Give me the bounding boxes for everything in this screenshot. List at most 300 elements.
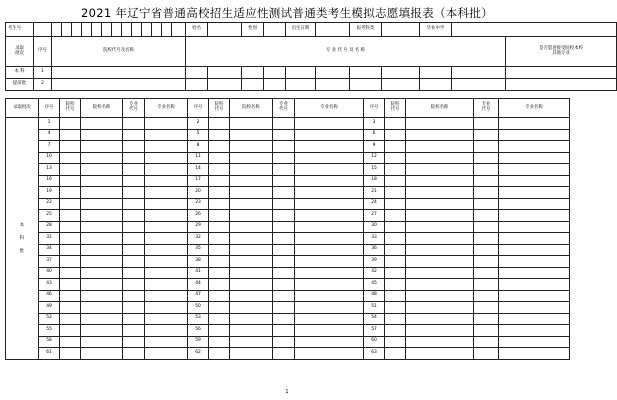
major-code-cell[interactable] [474, 279, 499, 291]
college-code-cell[interactable] [60, 210, 81, 222]
major-name-cell[interactable] [499, 244, 570, 256]
major-code-cell[interactable] [123, 348, 145, 360]
college-code-cell[interactable] [385, 290, 406, 302]
college-code-cell[interactable] [209, 152, 230, 164]
major-name-cell[interactable] [145, 187, 188, 199]
major-name-cell[interactable] [499, 233, 570, 245]
exam-subject-field[interactable] [382, 23, 420, 37]
major-entry[interactable] [420, 79, 452, 91]
major-name-cell[interactable] [499, 141, 570, 153]
college-name-cell[interactable] [230, 141, 273, 153]
major-entry[interactable] [350, 79, 382, 91]
college-entry[interactable] [52, 67, 186, 79]
college-code-cell[interactable] [385, 175, 406, 187]
major-name-cell[interactable] [145, 244, 188, 256]
major-name-cell[interactable] [145, 164, 188, 176]
college-name-cell[interactable] [406, 118, 474, 130]
major-code-cell[interactable] [123, 221, 145, 233]
college-code-cell[interactable] [60, 164, 81, 176]
graduate-school-field[interactable] [452, 23, 617, 37]
major-name-cell[interactable] [145, 290, 188, 302]
major-code-cell[interactable] [123, 290, 145, 302]
college-code-cell[interactable] [60, 233, 81, 245]
major-code-cell[interactable] [474, 118, 499, 130]
adjust-label-line1: 是否愿意接受院校本校 [539, 45, 583, 51]
college-name-cell[interactable] [230, 244, 273, 256]
major-entry[interactable] [382, 79, 420, 91]
college-name-cell[interactable] [230, 302, 273, 314]
major-entry[interactable] [242, 79, 264, 91]
table-row [6, 325, 570, 337]
major-entry[interactable] [452, 67, 506, 79]
college-code-cell[interactable] [60, 279, 81, 291]
exam-number-cell[interactable] [112, 23, 122, 37]
major-name-cell[interactable] [145, 210, 188, 222]
major-entry[interactable] [264, 67, 286, 79]
college-code-cell[interactable] [60, 244, 81, 256]
major-name-cell[interactable] [295, 348, 364, 360]
exam-number-cell[interactable] [122, 23, 132, 37]
college-name-cell[interactable] [230, 210, 273, 222]
college-code-cell[interactable] [385, 210, 406, 222]
major-code-cell[interactable] [474, 141, 499, 153]
college-code-cell[interactable] [60, 187, 81, 199]
major-name-cell[interactable] [145, 336, 188, 348]
college-code-cell[interactable] [60, 302, 81, 314]
college-code-cell[interactable] [209, 325, 230, 337]
college-code-cell[interactable] [385, 244, 406, 256]
major-code-cell[interactable] [123, 118, 145, 130]
college-name-cell[interactable] [230, 279, 273, 291]
college-name-cell[interactable] [406, 233, 474, 245]
major-code-cell[interactable] [273, 313, 295, 325]
college-name-cell[interactable] [406, 210, 474, 222]
major-code-cell[interactable] [123, 256, 145, 268]
major-code-cell[interactable] [474, 187, 499, 199]
major-name-cell[interactable] [295, 141, 364, 153]
college-name-cell[interactable] [81, 118, 123, 130]
major-code-cell[interactable] [474, 129, 499, 141]
major-code-cell[interactable] [474, 164, 499, 176]
major-name-cell[interactable] [295, 175, 364, 187]
major-entry[interactable] [452, 79, 506, 91]
college-code-cell[interactable] [60, 141, 81, 153]
college-name-cell[interactable] [230, 164, 273, 176]
college-code-cell[interactable] [209, 302, 230, 314]
major-name-cell[interactable] [145, 279, 188, 291]
row-seq: 8 [188, 141, 209, 153]
major-code-cell[interactable] [474, 256, 499, 268]
name-field[interactable] [208, 23, 242, 37]
college-code-cell[interactable] [60, 221, 81, 233]
college-name-cell[interactable] [230, 175, 273, 187]
college-name-cell[interactable] [406, 290, 474, 302]
table-row [6, 198, 570, 210]
major-name-cell[interactable] [145, 302, 188, 314]
college-name-cell[interactable] [406, 175, 474, 187]
major-name-cell[interactable] [145, 141, 188, 153]
major-code-cell[interactable] [273, 175, 295, 187]
college-code-cell[interactable] [385, 325, 406, 337]
college-code-cell[interactable] [385, 256, 406, 268]
major-name-cell[interactable] [499, 198, 570, 210]
birth-date-field[interactable] [316, 23, 350, 37]
major-entry[interactable] [316, 67, 350, 79]
major-name-cell[interactable] [499, 336, 570, 348]
college-code-cell[interactable] [385, 279, 406, 291]
major-code-cell[interactable] [123, 233, 145, 245]
major-code-cell[interactable] [474, 152, 499, 164]
college-code-cell[interactable] [60, 325, 81, 337]
college-code-cell[interactable] [209, 198, 230, 210]
major-code-cell[interactable] [273, 221, 295, 233]
major-name-cell[interactable] [145, 233, 188, 245]
major-name-cell[interactable] [295, 267, 364, 279]
college-name-cell[interactable] [230, 233, 273, 245]
college-code-cell[interactable] [209, 164, 230, 176]
college-name-cell[interactable] [81, 348, 123, 360]
college-name-cell[interactable] [81, 221, 123, 233]
major-code-cell[interactable] [123, 210, 145, 222]
exam-number-cell[interactable] [102, 23, 112, 37]
college-name-cell[interactable] [81, 175, 123, 187]
major-code-cell[interactable] [123, 267, 145, 279]
college-name-cell[interactable] [81, 210, 123, 222]
college-name-cell[interactable] [81, 198, 123, 210]
major-entry[interactable] [186, 79, 208, 91]
major-name-cell[interactable] [145, 118, 188, 130]
college-name-cell[interactable] [406, 302, 474, 314]
college-code-cell[interactable] [209, 118, 230, 130]
college-code-cell[interactable] [60, 313, 81, 325]
college-name-cell[interactable] [230, 129, 273, 141]
major-name-cell[interactable] [145, 313, 188, 325]
college-name-cell[interactable] [81, 290, 123, 302]
major-name-cell[interactable] [499, 118, 570, 130]
college-name-cell[interactable] [230, 221, 273, 233]
major-entry[interactable] [382, 67, 420, 79]
exam-number-cell[interactable] [152, 23, 162, 37]
major-code-cell[interactable] [123, 325, 145, 337]
college-code-cell[interactable] [209, 141, 230, 153]
college-code-cell[interactable] [60, 256, 81, 268]
major-entry[interactable] [286, 79, 316, 91]
major-entry[interactable] [420, 67, 452, 79]
major-name-cell[interactable] [499, 279, 570, 291]
major-code-cell[interactable] [273, 187, 295, 199]
major-name-cell[interactable] [499, 325, 570, 337]
college-name-cell[interactable] [81, 129, 123, 141]
college-code-cell[interactable] [60, 348, 81, 360]
college-name-cell[interactable] [406, 198, 474, 210]
major-code-cell[interactable] [123, 198, 145, 210]
college-code-cell[interactable] [209, 221, 230, 233]
major-code-cell[interactable] [474, 233, 499, 245]
college-name-cell[interactable] [406, 221, 474, 233]
college-code-cell[interactable] [209, 210, 230, 222]
college-code-cell[interactable] [385, 129, 406, 141]
exam-number-cell[interactable] [62, 23, 72, 37]
college-name-cell[interactable] [230, 267, 273, 279]
major-code-cell[interactable] [273, 256, 295, 268]
major-name-cell[interactable] [295, 256, 364, 268]
major-name-cell[interactable] [145, 256, 188, 268]
college-name-cell[interactable] [406, 256, 474, 268]
college-code-cell[interactable] [60, 118, 81, 130]
exam-number-cell[interactable] [52, 23, 62, 37]
major-name-cell[interactable] [499, 152, 570, 164]
major-name-cell[interactable] [295, 233, 364, 245]
major-name-cell[interactable] [295, 187, 364, 199]
college-code-cell[interactable] [209, 175, 230, 187]
major-code-cell[interactable] [474, 302, 499, 314]
college-name-cell[interactable] [81, 279, 123, 291]
college-name-cell[interactable] [81, 256, 123, 268]
college-name-cell[interactable] [406, 279, 474, 291]
college-code-cell[interactable] [60, 198, 81, 210]
major-name-cell[interactable] [145, 152, 188, 164]
major-code-cell[interactable] [273, 244, 295, 256]
major-entry[interactable] [286, 67, 316, 79]
major-name-cell[interactable] [295, 164, 364, 176]
major-code-cell[interactable] [474, 221, 499, 233]
college-name-cell[interactable] [406, 336, 474, 348]
college-code-cell[interactable] [209, 187, 230, 199]
college-code-cell[interactable] [209, 129, 230, 141]
college-name-cell[interactable] [406, 129, 474, 141]
major-name-cell[interactable] [145, 198, 188, 210]
college-code-cell[interactable] [209, 336, 230, 348]
major-code-cell[interactable] [474, 290, 499, 302]
major-entry[interactable] [208, 79, 242, 91]
major-code-cell[interactable] [474, 336, 499, 348]
major-name-cell[interactable] [295, 210, 364, 222]
major-name-cell[interactable] [145, 325, 188, 337]
major-name-cell[interactable] [295, 221, 364, 233]
major-name-cell[interactable] [295, 302, 364, 314]
major-name-cell[interactable] [295, 313, 364, 325]
major-code-cell[interactable] [273, 141, 295, 153]
college-code-cell[interactable] [385, 141, 406, 153]
major-entry[interactable] [350, 67, 382, 79]
exam-number-cell[interactable] [92, 23, 102, 37]
gender-field[interactable] [264, 23, 286, 37]
college-code-cell[interactable] [385, 187, 406, 199]
college-code-cell[interactable] [385, 152, 406, 164]
major-code-cell[interactable] [273, 290, 295, 302]
major-code-cell[interactable] [273, 198, 295, 210]
major-code-cell[interactable] [273, 279, 295, 291]
college-name-cell[interactable] [81, 336, 123, 348]
college-name-cell[interactable] [81, 141, 123, 153]
college-name-cell[interactable] [81, 187, 123, 199]
major-code-cell[interactable] [273, 348, 295, 360]
major-code-cell[interactable] [474, 244, 499, 256]
college-name-cell[interactable] [406, 267, 474, 279]
major-name-cell[interactable] [295, 336, 364, 348]
major-name-cell[interactable] [499, 267, 570, 279]
college-name-cell[interactable] [230, 118, 273, 130]
exam-number-cell[interactable] [132, 23, 142, 37]
major-code-cell[interactable] [123, 141, 145, 153]
major-code-cell[interactable] [123, 129, 145, 141]
college-code-cell[interactable] [385, 302, 406, 314]
exam-number-cell[interactable] [172, 23, 186, 37]
college-code-cell[interactable] [385, 313, 406, 325]
college-code-cell[interactable] [385, 336, 406, 348]
major-code-cell[interactable] [123, 164, 145, 176]
college-code-cell[interactable] [60, 129, 81, 141]
college-name-cell[interactable] [406, 152, 474, 164]
major-code-cell[interactable] [123, 244, 145, 256]
major-code-cell[interactable] [273, 325, 295, 337]
college-code-cell[interactable] [209, 256, 230, 268]
college-code-cell[interactable] [60, 175, 81, 187]
major-name-cell[interactable] [295, 279, 364, 291]
college-name-cell[interactable] [230, 313, 273, 325]
adjust-entry[interactable] [506, 67, 617, 79]
college-code-cell[interactable] [60, 290, 81, 302]
major-name-cell[interactable] [499, 256, 570, 268]
major-name-cell[interactable] [295, 198, 364, 210]
major-name-cell[interactable] [145, 221, 188, 233]
college-name-cell[interactable] [81, 325, 123, 337]
major-code-cell[interactable] [474, 348, 499, 360]
exam-number-cell[interactable] [82, 23, 92, 37]
major-entry[interactable] [316, 79, 350, 91]
college-name-cell[interactable] [230, 256, 273, 268]
college-name-cell[interactable] [406, 244, 474, 256]
college-code-cell[interactable] [385, 267, 406, 279]
major-name-cell[interactable] [295, 129, 364, 141]
major-code-cell[interactable] [123, 336, 145, 348]
major-entry[interactable] [264, 79, 286, 91]
college-name-cell[interactable] [81, 233, 123, 245]
major-code-cell[interactable] [273, 302, 295, 314]
major-name-cell[interactable] [499, 221, 570, 233]
major-name-cell[interactable] [499, 129, 570, 141]
college-code-cell[interactable] [209, 279, 230, 291]
major-name-cell[interactable] [145, 175, 188, 187]
major-name-cell[interactable] [145, 348, 188, 360]
major-code-cell[interactable] [474, 210, 499, 222]
major-code-cell[interactable] [123, 175, 145, 187]
college-code-cell[interactable] [60, 336, 81, 348]
major-name-cell[interactable] [295, 325, 364, 337]
college-code-cell[interactable] [385, 198, 406, 210]
college-name-cell[interactable] [230, 348, 273, 360]
major-code-cell[interactable] [273, 118, 295, 130]
major-entry[interactable] [186, 67, 208, 79]
major-code-cell[interactable] [474, 325, 499, 337]
college-code-cell[interactable] [385, 233, 406, 245]
major-code-cell[interactable] [273, 233, 295, 245]
major-code-cell[interactable] [123, 302, 145, 314]
college-name-cell[interactable] [81, 152, 123, 164]
exam-number-cell[interactable] [72, 23, 82, 37]
college-name-cell[interactable] [230, 325, 273, 337]
major-code-cell[interactable] [273, 210, 295, 222]
college-name-cell[interactable] [81, 302, 123, 314]
major-code-cell[interactable] [474, 198, 499, 210]
college-code-cell[interactable] [209, 348, 230, 360]
college-code-cell[interactable] [209, 233, 230, 245]
college-code-cell[interactable] [60, 152, 81, 164]
major-name-cell[interactable] [499, 313, 570, 325]
college-name-cell[interactable] [406, 325, 474, 337]
college-name-cell[interactable] [406, 313, 474, 325]
major-code-cell[interactable] [273, 336, 295, 348]
major-code-cell[interactable] [474, 175, 499, 187]
major-name-cell[interactable] [499, 210, 570, 222]
major-code-cell[interactable] [123, 187, 145, 199]
college-name-cell[interactable] [230, 290, 273, 302]
college-name-cell[interactable] [406, 164, 474, 176]
college-name-cell[interactable] [230, 198, 273, 210]
adjust-entry[interactable] [506, 79, 617, 91]
major-name-cell[interactable] [295, 244, 364, 256]
major-name-cell[interactable] [295, 118, 364, 130]
college-name-cell[interactable] [406, 348, 474, 360]
major-name-cell[interactable] [145, 129, 188, 141]
major-code-cell[interactable] [273, 129, 295, 141]
major-name-cell[interactable] [499, 290, 570, 302]
major-code-header [474, 99, 499, 118]
major-code-cell[interactable] [123, 279, 145, 291]
major-code-cell[interactable] [273, 267, 295, 279]
college-code-cell[interactable] [209, 313, 230, 325]
major-name-cell[interactable] [295, 152, 364, 164]
exam-number-cell[interactable] [142, 23, 152, 37]
college-code-cell[interactable] [209, 267, 230, 279]
major-name-cell[interactable] [295, 290, 364, 302]
college-name-cell[interactable] [81, 164, 123, 176]
college-name-cell[interactable] [406, 141, 474, 153]
major-code-cell[interactable] [123, 313, 145, 325]
major-entry[interactable] [208, 67, 242, 79]
college-code-cell[interactable] [385, 118, 406, 130]
major-name-cell[interactable] [499, 175, 570, 187]
college-name-cell[interactable] [230, 187, 273, 199]
major-code-cell[interactable] [273, 164, 295, 176]
college-name-cell[interactable] [406, 187, 474, 199]
college-code-cell[interactable] [385, 164, 406, 176]
college-name-cell[interactable] [81, 267, 123, 279]
college-name-cell[interactable] [230, 152, 273, 164]
major-name-cell[interactable] [499, 187, 570, 199]
major-name-cell[interactable] [145, 267, 188, 279]
major-name-cell[interactable] [499, 164, 570, 176]
college-code-cell[interactable] [385, 348, 406, 360]
college-code-cell[interactable] [60, 267, 81, 279]
major-name-cell[interactable] [499, 302, 570, 314]
major-code-cell[interactable] [474, 267, 499, 279]
college-entry[interactable] [52, 79, 186, 91]
college-name-cell[interactable] [230, 336, 273, 348]
major-entry[interactable] [242, 67, 264, 79]
exam-number-cell[interactable] [162, 23, 172, 37]
major-name-cell[interactable] [499, 348, 570, 360]
college-name-cell[interactable] [81, 313, 123, 325]
exam-number-cell[interactable] [34, 23, 52, 37]
college-name-cell[interactable] [81, 244, 123, 256]
college-code-cell[interactable] [209, 290, 230, 302]
major-code-cell[interactable] [474, 313, 499, 325]
college-code-cell[interactable] [209, 244, 230, 256]
college-code-cell[interactable] [385, 221, 406, 233]
major-code-cell[interactable] [123, 152, 145, 164]
major-code-cell[interactable] [273, 152, 295, 164]
